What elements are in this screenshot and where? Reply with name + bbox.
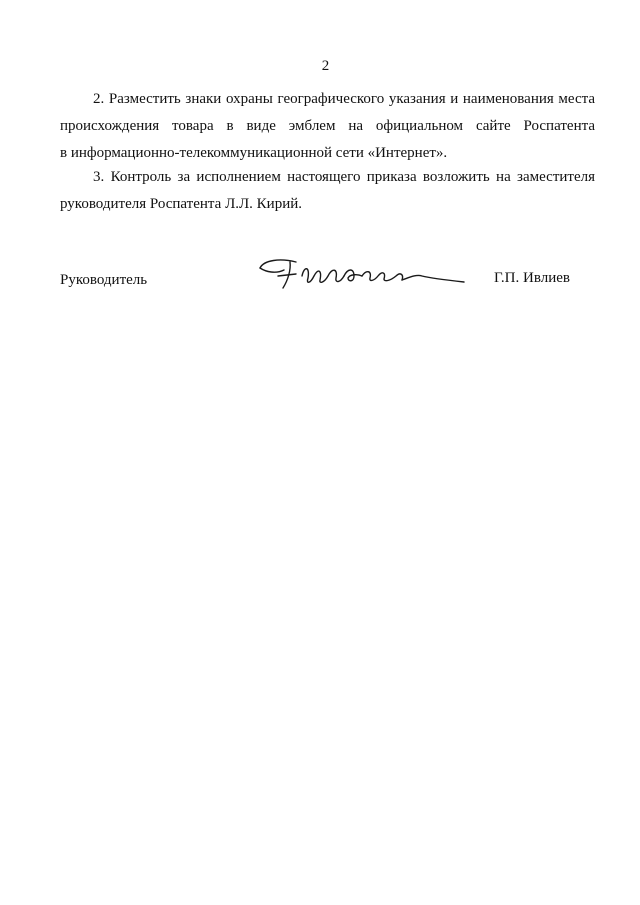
handwritten-signature <box>250 254 480 296</box>
paragraph-line: 2. Разместить знаки охраны географического указания и наименования места <box>93 91 595 107</box>
signer-name: Г.П. Ивлиев <box>493 270 570 286</box>
paragraph-line: руководителя Роспатента Л.Л. Кирий. <box>60 196 302 212</box>
paragraph-3 <box>60 164 595 218</box>
signer-role: Руководитель <box>60 272 148 288</box>
paragraph-line: в информационно-телекоммуникационной сети «Интернет». <box>60 145 448 161</box>
page-number: 2 <box>321 58 330 74</box>
paragraph-line: 3. Контроль за исполнением настоящего приказа возложить на заместителя <box>93 169 595 185</box>
paragraph-2 <box>60 86 595 167</box>
paragraph-line: происхождения товара в виде эмблем на официальном сайте Роспатента <box>60 118 595 134</box>
signature-block <box>60 270 595 298</box>
